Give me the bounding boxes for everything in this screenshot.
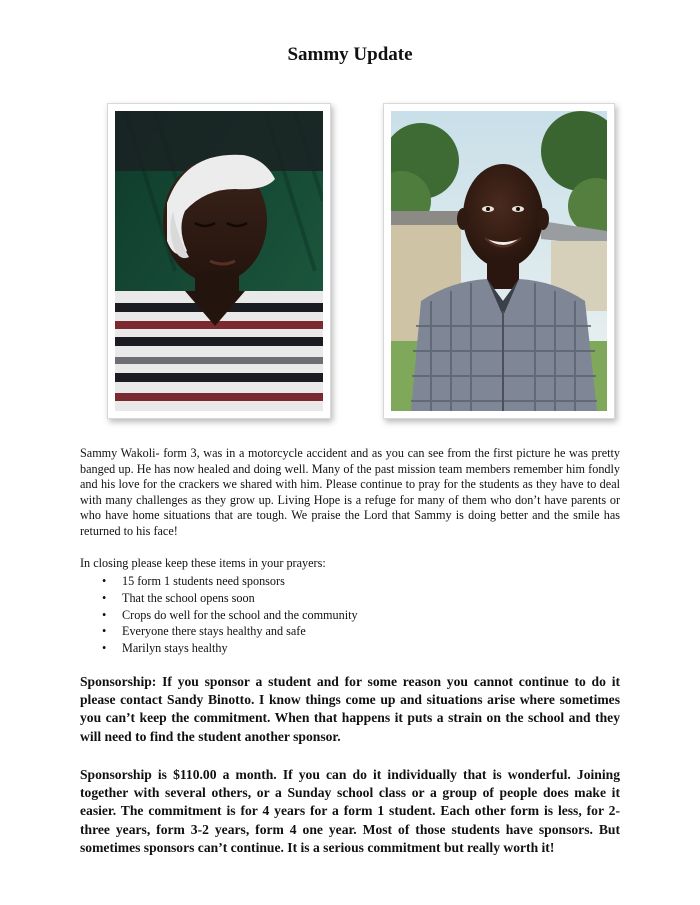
page-title: Sammy Update: [287, 44, 413, 65]
list-item: • That the school opens soon: [122, 590, 358, 607]
sammy-healed-photo: [391, 111, 607, 411]
list-item: • Crops do well for the school and the community: [122, 607, 358, 624]
sponsorship-paragraph: Sponsorship: If you sponsor a student and for some reason you cannot continue to do it please contact Sandy Binotto. I know things come up and situations arise where sometimes you can’t keep the commitment. When that happens it puts a strain on the school and they will need to find the student another sponsor.: [80, 674, 620, 744]
prayer-list: [80, 573, 358, 657]
list-item: • Marilyn stays healthy: [122, 640, 358, 657]
prayer-intro: In closing please keep these items in your prayers:: [80, 556, 326, 570]
story-paragraph: Sammy Wakoli- form 3, was in a motorcycle accident and as you can see from the first picture he was pretty banged up. He has now healed and doing well. Many of the past mission team members remember him fondly and his love for the crackers we shared with him. Please continue to pray for the students as they have to deal with many challenges as they grow up. Living Hope is a refuge for many of them who don’t have parents or who have home situations that are tough. We praise the Lord that Sammy is doing better and the smile has returned to his face!: [80, 446, 620, 538]
sammy-injured-photo: [115, 111, 323, 411]
sponsorship-cost-paragraph: Sponsorship is $110.00 a month. If you can do it individually that is wonderful. Joining together with several others, or a Sunday school class or a group of people does make it easier. The commitment is for 4 years for a form 1 student. Each other form is less, for 2-three years, form 3-2 years, form 4 one year. Most of those students have sponsors. But sometimes sponsors can’t continue. It is a serious commitment but really worth it!: [80, 767, 620, 855]
photo-frame-healed: [383, 103, 615, 419]
list-item: • Everyone there stays healthy and safe: [122, 623, 358, 640]
photo-frame-injured: [107, 103, 331, 419]
list-item: • 15 form 1 students need sponsors: [122, 573, 358, 590]
